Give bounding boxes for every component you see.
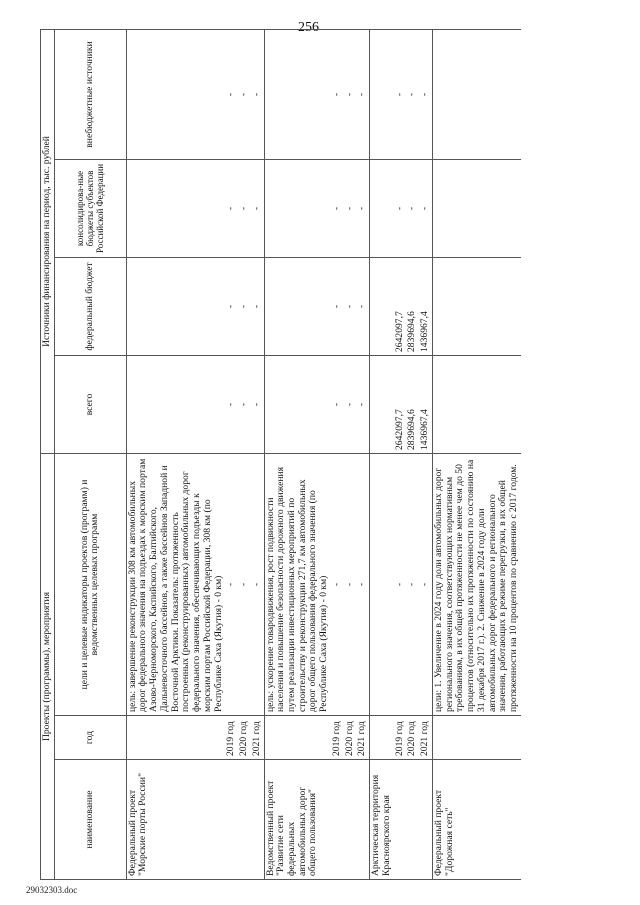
extra-cell: -: [251, 29, 264, 159]
header-extra: внебюджетные источники: [54, 29, 126, 159]
table-row: [370, 29, 394, 879]
year-cell: 2021 год: [356, 716, 369, 760]
financing-table-rotated: [40, 30, 625, 880]
table-row: [394, 29, 407, 879]
year-cell: 2019 год: [225, 716, 238, 760]
total-cell: -: [251, 355, 264, 453]
total-cell: 2839694,6: [406, 355, 419, 453]
table-row: [406, 29, 419, 879]
project-name: Арктическая территория Красноярского края: [370, 760, 394, 880]
goal-cell: -: [394, 453, 407, 715]
goal-cell: -: [225, 453, 238, 715]
goal-cell: -: [251, 453, 264, 715]
financing-table: [40, 29, 521, 880]
regional-cell: -: [356, 159, 369, 257]
year-cell: 2020 год: [406, 716, 419, 760]
extra-cell: -: [238, 29, 251, 159]
table-row: [225, 29, 238, 879]
regional-cell: -: [251, 159, 264, 257]
goal-cell: -: [331, 453, 344, 715]
table-row: [356, 29, 369, 879]
header-row-1: [41, 29, 55, 879]
regional-cell: -: [331, 159, 344, 257]
goal-cell: -: [356, 453, 369, 715]
year-cell: 2019 год: [394, 716, 407, 760]
page-number: 256: [298, 20, 319, 35]
header-row-2: [54, 29, 126, 879]
federal-cell: -: [331, 257, 344, 355]
project-goal: [370, 453, 394, 715]
goal-cell: -: [406, 453, 419, 715]
project-name: Ведомственный проект "Развитие сети федеральных автомобильных дорог общего пользования": [264, 760, 331, 880]
header-year: год: [54, 716, 126, 760]
goal-cell: -: [344, 453, 357, 715]
extra-cell: -: [356, 29, 369, 159]
header-regional: консолидирова-ные бюджеты субъектов Российской Федерации: [54, 159, 126, 257]
total-cell: 1436967,4: [419, 355, 432, 453]
federal-cell: -: [225, 257, 238, 355]
table-row: [238, 29, 251, 879]
goal-cell: -: [419, 453, 432, 715]
extra-cell: -: [331, 29, 344, 159]
federal-cell: -: [356, 257, 369, 355]
header-sources: Источники финансирования на период, тыс. рублей: [41, 29, 55, 453]
table-row: [432, 29, 520, 879]
table-row: [419, 29, 432, 879]
header-total: всего: [54, 355, 126, 453]
project-name: Федеральный проект "Морские порты России": [126, 760, 225, 880]
regional-cell: -: [419, 159, 432, 257]
regional-cell: -: [225, 159, 238, 257]
total-cell: -: [225, 355, 238, 453]
project-goal: цели: 1. Увеличение в 2024 году доли автомобильных дорог регионального значения, соответствующих нормативным требованиям, в их общей протяженности не менее чем до 50 процентов (относительно их протяженности по состоянию на 31 декабря 2017 г.). 2. Снижение в 2024 году доли автомобильных дорог федерального и регионального значения, работающих в режиме перегрузки, в их общей протяженности на 10 процентов по сравнению с 2017 годом.: [432, 453, 520, 715]
total-cell: -: [356, 355, 369, 453]
extra-cell: -: [394, 29, 407, 159]
goal-cell: -: [238, 453, 251, 715]
federal-cell: -: [238, 257, 251, 355]
table-row: [344, 29, 357, 879]
project-goal: цель: ускорение товародвижения, рост подвижности населения и повышение безопасности дорожного движения путем реализации инвестиционных мероприятий по строительству и реконструкции 271,7 км автомобильных дорог общего пользования федерального значения (по Республике Саха (Якутия) - 0 км): [264, 453, 331, 715]
total-cell: -: [238, 355, 251, 453]
federal-cell: 2839694,6: [406, 257, 419, 355]
header-goals: цели и целевые индикаторы проектов (программ) и ведомственных целевых программ: [54, 453, 126, 715]
regional-cell: -: [344, 159, 357, 257]
header-federal: федеральный бюджет: [54, 257, 126, 355]
total-cell: 2642097,7: [394, 355, 407, 453]
year-cell: 2020 год: [238, 716, 251, 760]
year-cell: 2021 год: [419, 716, 432, 760]
federal-cell: -: [344, 257, 357, 355]
table-row: [126, 29, 225, 879]
header-name: наименование: [54, 760, 126, 880]
federal-cell: 1436967,4: [419, 257, 432, 355]
year-cell: 2019 год: [331, 716, 344, 760]
table-row: [331, 29, 344, 879]
total-cell: -: [344, 355, 357, 453]
regional-cell: -: [238, 159, 251, 257]
document-id: 29032303.doc: [26, 885, 78, 895]
federal-cell: -: [251, 257, 264, 355]
extra-cell: -: [344, 29, 357, 159]
federal-cell: 2642097,7: [394, 257, 407, 355]
extra-cell: -: [406, 29, 419, 159]
project-name: Федеральный проект "Дорожная сеть": [432, 760, 520, 880]
table-row: [264, 29, 331, 879]
extra-cell: -: [419, 29, 432, 159]
year-cell: 2021 год: [251, 716, 264, 760]
header-projects: Проекты (программы), мероприятия: [41, 453, 55, 879]
table-row: [251, 29, 264, 879]
total-cell: -: [331, 355, 344, 453]
regional-cell: -: [406, 159, 419, 257]
project-goal: цель: завершение реконструкции 308 км автомобильных дорог федерального значения на подъездах к морским портам Азово-Черноморского, Каспийского, Балтийского, Дальневосточного бассейнов, а также бассейнов Западной и Восточной Арктики. Показатель: протяженность построенных (реконструированных) автомобильных дорог федерального значения, обеспечивающих подъезды к морским портам Российской Федерации, 308 км (по Республике Саха (Якутия) - 0 км): [126, 453, 225, 715]
year-cell: 2020 год: [344, 716, 357, 760]
regional-cell: -: [394, 159, 407, 257]
extra-cell: -: [225, 29, 238, 159]
